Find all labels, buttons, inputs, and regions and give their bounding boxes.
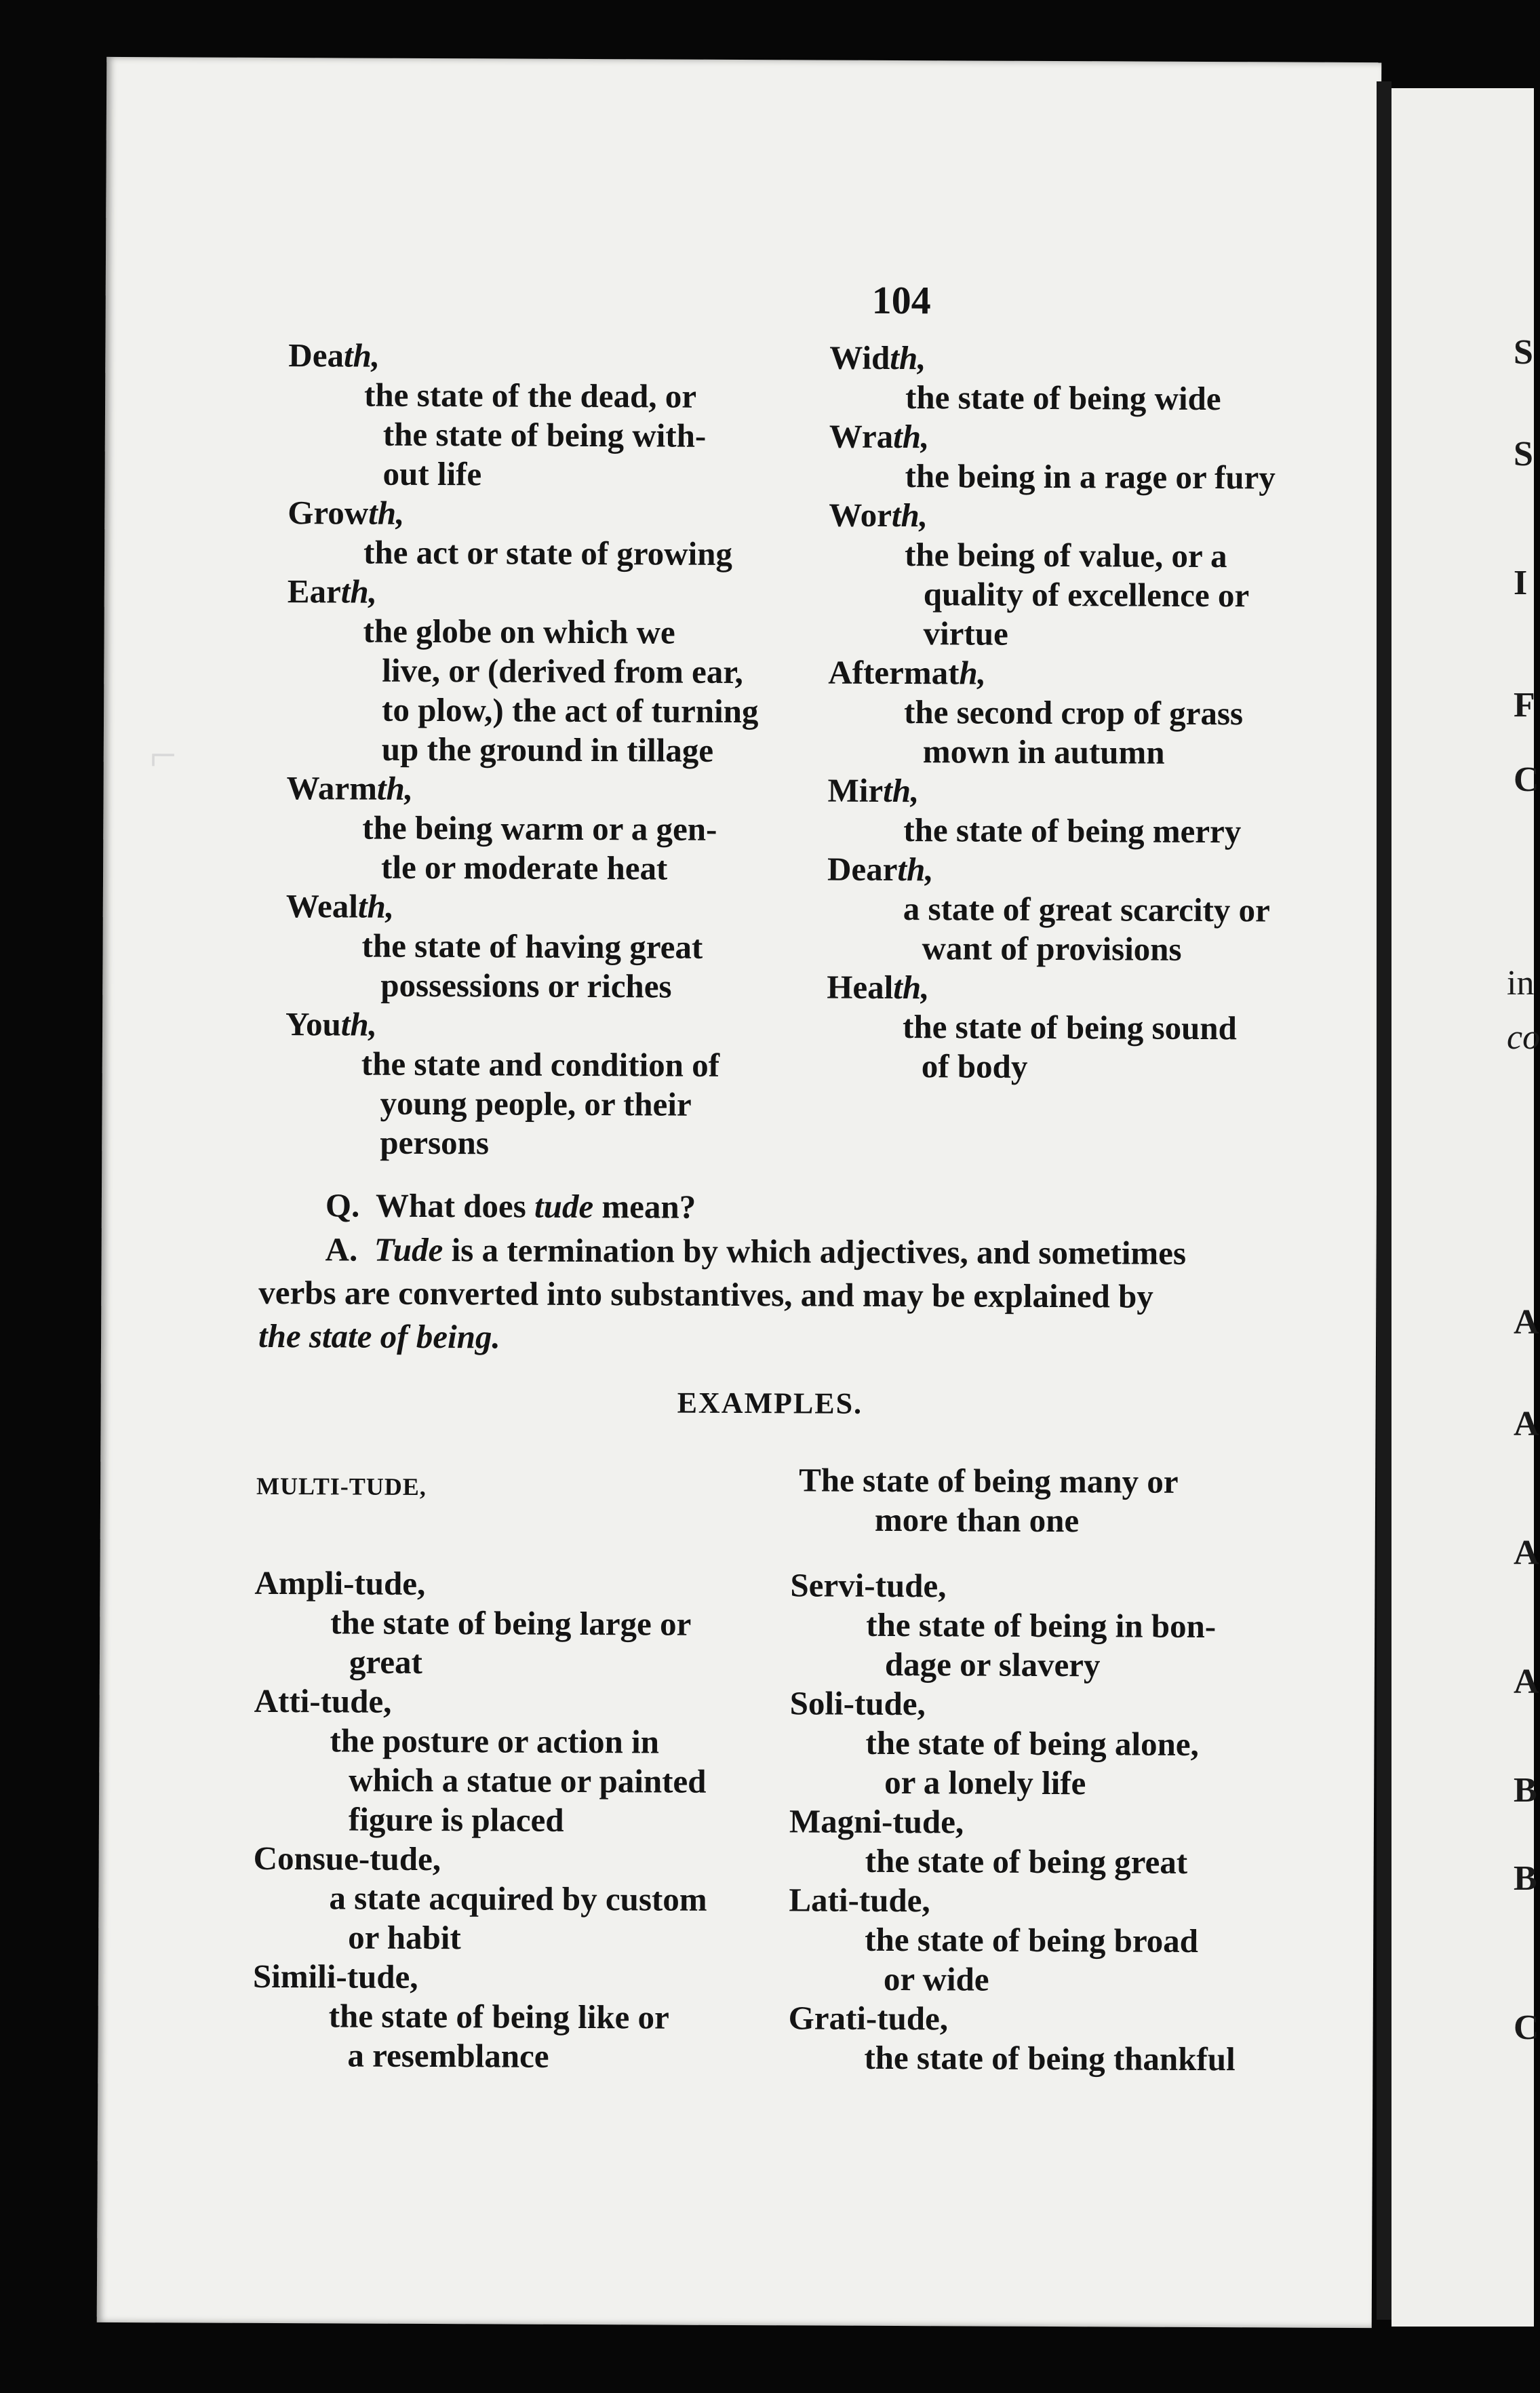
left-entry-definition-line: the state of the dead, or <box>364 376 697 415</box>
right-entry-definition-line: virtue <box>923 615 1008 653</box>
question <box>325 1184 1343 1232</box>
th-words-left-column <box>285 336 899 1165</box>
multitude-definition <box>799 1460 1341 1541</box>
tude-right-definition-line: or a lonely life <box>884 1763 1086 1802</box>
tude-left-term: Simili-tude, <box>252 1957 418 1996</box>
term-suffix: th, <box>897 851 934 889</box>
term-stem: Ear <box>287 572 341 610</box>
facing-page-letter: I <box>1514 564 1528 602</box>
multitude-label: MULTI-TUDE, <box>256 1472 427 1500</box>
facing-page-letter: in <box>1507 964 1535 1003</box>
facing-page-letter: S <box>1514 435 1533 473</box>
left-entry-definition-line: the state and condition of <box>361 1045 720 1084</box>
multitude-def-line-2: more than one <box>874 1500 1080 1540</box>
answer-line-1 <box>258 1228 1384 1276</box>
tude-right-definition-line: the state of being alone, <box>865 1724 1199 1763</box>
term-stem: Heal <box>827 968 894 1006</box>
term-stem: Warm <box>286 769 378 807</box>
book-page <box>97 57 1382 2328</box>
question-text-b: mean? <box>593 1188 696 1226</box>
multitude-def-line-1: The state of being many or <box>799 1461 1179 1500</box>
tude-right-definition-line: the state of being great <box>865 1842 1188 1881</box>
facing-page-letter: F <box>1514 686 1535 724</box>
term-stem: Dea <box>288 336 344 374</box>
left-entry-term <box>286 887 896 929</box>
term-suffix: th, <box>893 968 930 1007</box>
left-entry-definition-line: the state of being with- <box>382 415 707 454</box>
tude-right-definition-line: dage or slavery <box>884 1645 1101 1684</box>
left-entry-term <box>288 336 899 378</box>
term-suffix: th, <box>343 336 380 374</box>
right-entry-definition-line: want of provisions <box>922 929 1182 968</box>
right-entry-definition-line: the being of value, or a <box>904 536 1227 575</box>
right-entry-definition-line: quality of excellence or <box>923 575 1250 615</box>
facing-page-letter: C <box>1514 2008 1539 2047</box>
answer-line3-text: the state of being. <box>258 1317 500 1356</box>
right-entry-definition-line: the state of being wide <box>905 378 1221 418</box>
tude-left-definition-line: the posture or action in <box>330 1721 660 1761</box>
right-entry-term <box>827 968 1437 1010</box>
left-entry-definition-line: tle or moderate heat <box>380 848 668 887</box>
term-stem: Mir <box>827 771 884 809</box>
tude-left-definition-line: a resemblance <box>347 2036 549 2075</box>
term-suffix: h, <box>959 654 987 692</box>
answer-line1-text: is a termination by which adjectives, and sometimes <box>443 1231 1187 1272</box>
tude-words-right-column <box>788 1565 1400 2080</box>
tude-right-definition-line: the state of being in bon- <box>866 1606 1217 1646</box>
tude-left-definition-line: the state of being large or <box>330 1603 692 1643</box>
page-number: 104 <box>871 277 931 323</box>
answer-line-3 <box>258 1315 1384 1363</box>
answer-line-2: verbs are converted into substantives, and may be explained by <box>258 1273 1153 1315</box>
answer-prefix: A. <box>325 1230 358 1268</box>
right-entry-definition-line: the second crop of grass <box>903 693 1244 733</box>
tude-left-term: Ampli-tude, <box>254 1563 426 1602</box>
tude-right-term: Soli-tude, <box>789 1684 926 1723</box>
tude-words-left-column <box>252 1563 865 2078</box>
term-stem: Grow <box>288 494 369 532</box>
left-entry-term <box>285 1005 896 1047</box>
th-words-right-column <box>827 338 1440 1089</box>
tude-right-definition-line: or wide <box>883 1960 989 1998</box>
question-prefix: Q. <box>325 1186 360 1224</box>
term-suffix: th, <box>357 887 395 925</box>
left-entry-definition-line: to plow,) the act of turning <box>381 690 759 731</box>
term-stem: You <box>285 1005 341 1043</box>
examples-heading: EXAMPLES. <box>677 1386 863 1420</box>
right-entry-definition-line: of body <box>921 1047 1028 1085</box>
term-stem: Wor <box>829 496 892 534</box>
tude-right-definition-line: the state of being thankful <box>864 2038 1236 2078</box>
right-entry-definition-line: a state of great scarcity or <box>903 890 1271 929</box>
facing-page-letter: A <box>1514 1662 1539 1701</box>
tude-left-term: Consue-tude, <box>253 1839 441 1878</box>
facing-page-letter: B <box>1514 1771 1537 1810</box>
left-entry-term <box>286 769 896 811</box>
right-entry-term <box>829 338 1440 381</box>
right-entry-definition-line: mown in autumn <box>922 733 1165 771</box>
term-suffix: th, <box>893 417 930 456</box>
tude-right-term: Lati-tude, <box>789 1881 930 1920</box>
left-entry-definition-line: persons <box>380 1123 490 1162</box>
facing-page-letter: B <box>1514 1859 1537 1898</box>
left-entry-definition-line: live, or (derived from ear, <box>382 651 743 691</box>
tude-right-definition-line: the state of being broad <box>865 1920 1199 1960</box>
tude-left-definition-line: a state acquired by custom <box>329 1879 707 1918</box>
left-entry-definition-line: out life <box>382 454 482 493</box>
left-entry-definition-line: up the ground in tillage <box>381 730 714 769</box>
left-entry-definition-line: possessions or riches <box>380 966 672 1005</box>
tude-left-definition-line: or habit <box>348 1918 461 1957</box>
left-entry-term <box>288 493 898 535</box>
tude-left-term: Atti-tude, <box>254 1681 392 1720</box>
facing-page-letter: A <box>1514 1303 1539 1342</box>
left-entry-definition-line: the state of having great <box>361 927 703 966</box>
book-spine <box>1377 81 1391 2320</box>
tude-right-term: Servi-tude, <box>790 1566 947 1605</box>
right-entry-term <box>829 417 1440 459</box>
answer <box>258 1228 1385 1363</box>
left-entry-definition-line: young people, or their <box>380 1084 692 1123</box>
term-suffix: th, <box>890 338 926 377</box>
facing-page-letter: S <box>1514 333 1533 372</box>
term-stem: Dear <box>827 850 898 889</box>
facing-page-letter: A <box>1514 1534 1539 1572</box>
term-stem: Aftermat <box>828 653 960 692</box>
term-suffix: th, <box>376 769 414 807</box>
term-suffix: th, <box>883 771 920 810</box>
facing-page-letter: co <box>1507 1018 1540 1057</box>
facing-page-letter: A <box>1514 1405 1539 1443</box>
tude-left-definition-line: figure is placed <box>348 1800 564 1839</box>
left-entry-term <box>288 572 898 614</box>
term-suffix: th, <box>340 1005 378 1043</box>
left-entry-definition-line: the being warm or a gen- <box>362 809 717 848</box>
margin-mark: ⌐ <box>149 729 177 782</box>
facing-page-letter: C <box>1514 760 1539 799</box>
question-term: tude <box>534 1187 594 1226</box>
tude-left-definition-line: the state of being like or <box>328 1997 670 2036</box>
right-entry-term <box>827 850 1438 892</box>
term-suffix: th, <box>891 496 928 534</box>
tude-left-definition-line: great <box>349 1643 423 1681</box>
tude-left-definition-line: which a statue or painted <box>349 1761 707 1800</box>
right-entry-definition-line: the state of being merry <box>903 811 1242 851</box>
answer-term: Tude <box>374 1230 443 1269</box>
right-entry-definition-line: the state of being sound <box>902 1008 1237 1047</box>
term-stem: Weal <box>285 887 359 925</box>
facing-page-edge <box>1391 88 1540 2327</box>
term-stem: Wra <box>829 417 894 455</box>
right-entry-term <box>827 771 1438 813</box>
left-entry-definition-line: the globe on which we <box>363 612 675 651</box>
question-text-a: What does <box>375 1186 535 1225</box>
tude-right-term: Grati-tude, <box>788 1999 949 2038</box>
right-entry-definition-line: the being in a rage or fury <box>905 457 1276 497</box>
term-suffix: th, <box>340 572 378 610</box>
right-entry-term <box>828 653 1438 695</box>
term-stem: Wid <box>829 338 890 376</box>
right-entry-term <box>829 496 1439 538</box>
tude-right-term: Magni-tude, <box>789 1802 964 1841</box>
term-suffix: th, <box>368 494 405 532</box>
left-entry-definition-line: the act or state of growing <box>363 533 733 572</box>
